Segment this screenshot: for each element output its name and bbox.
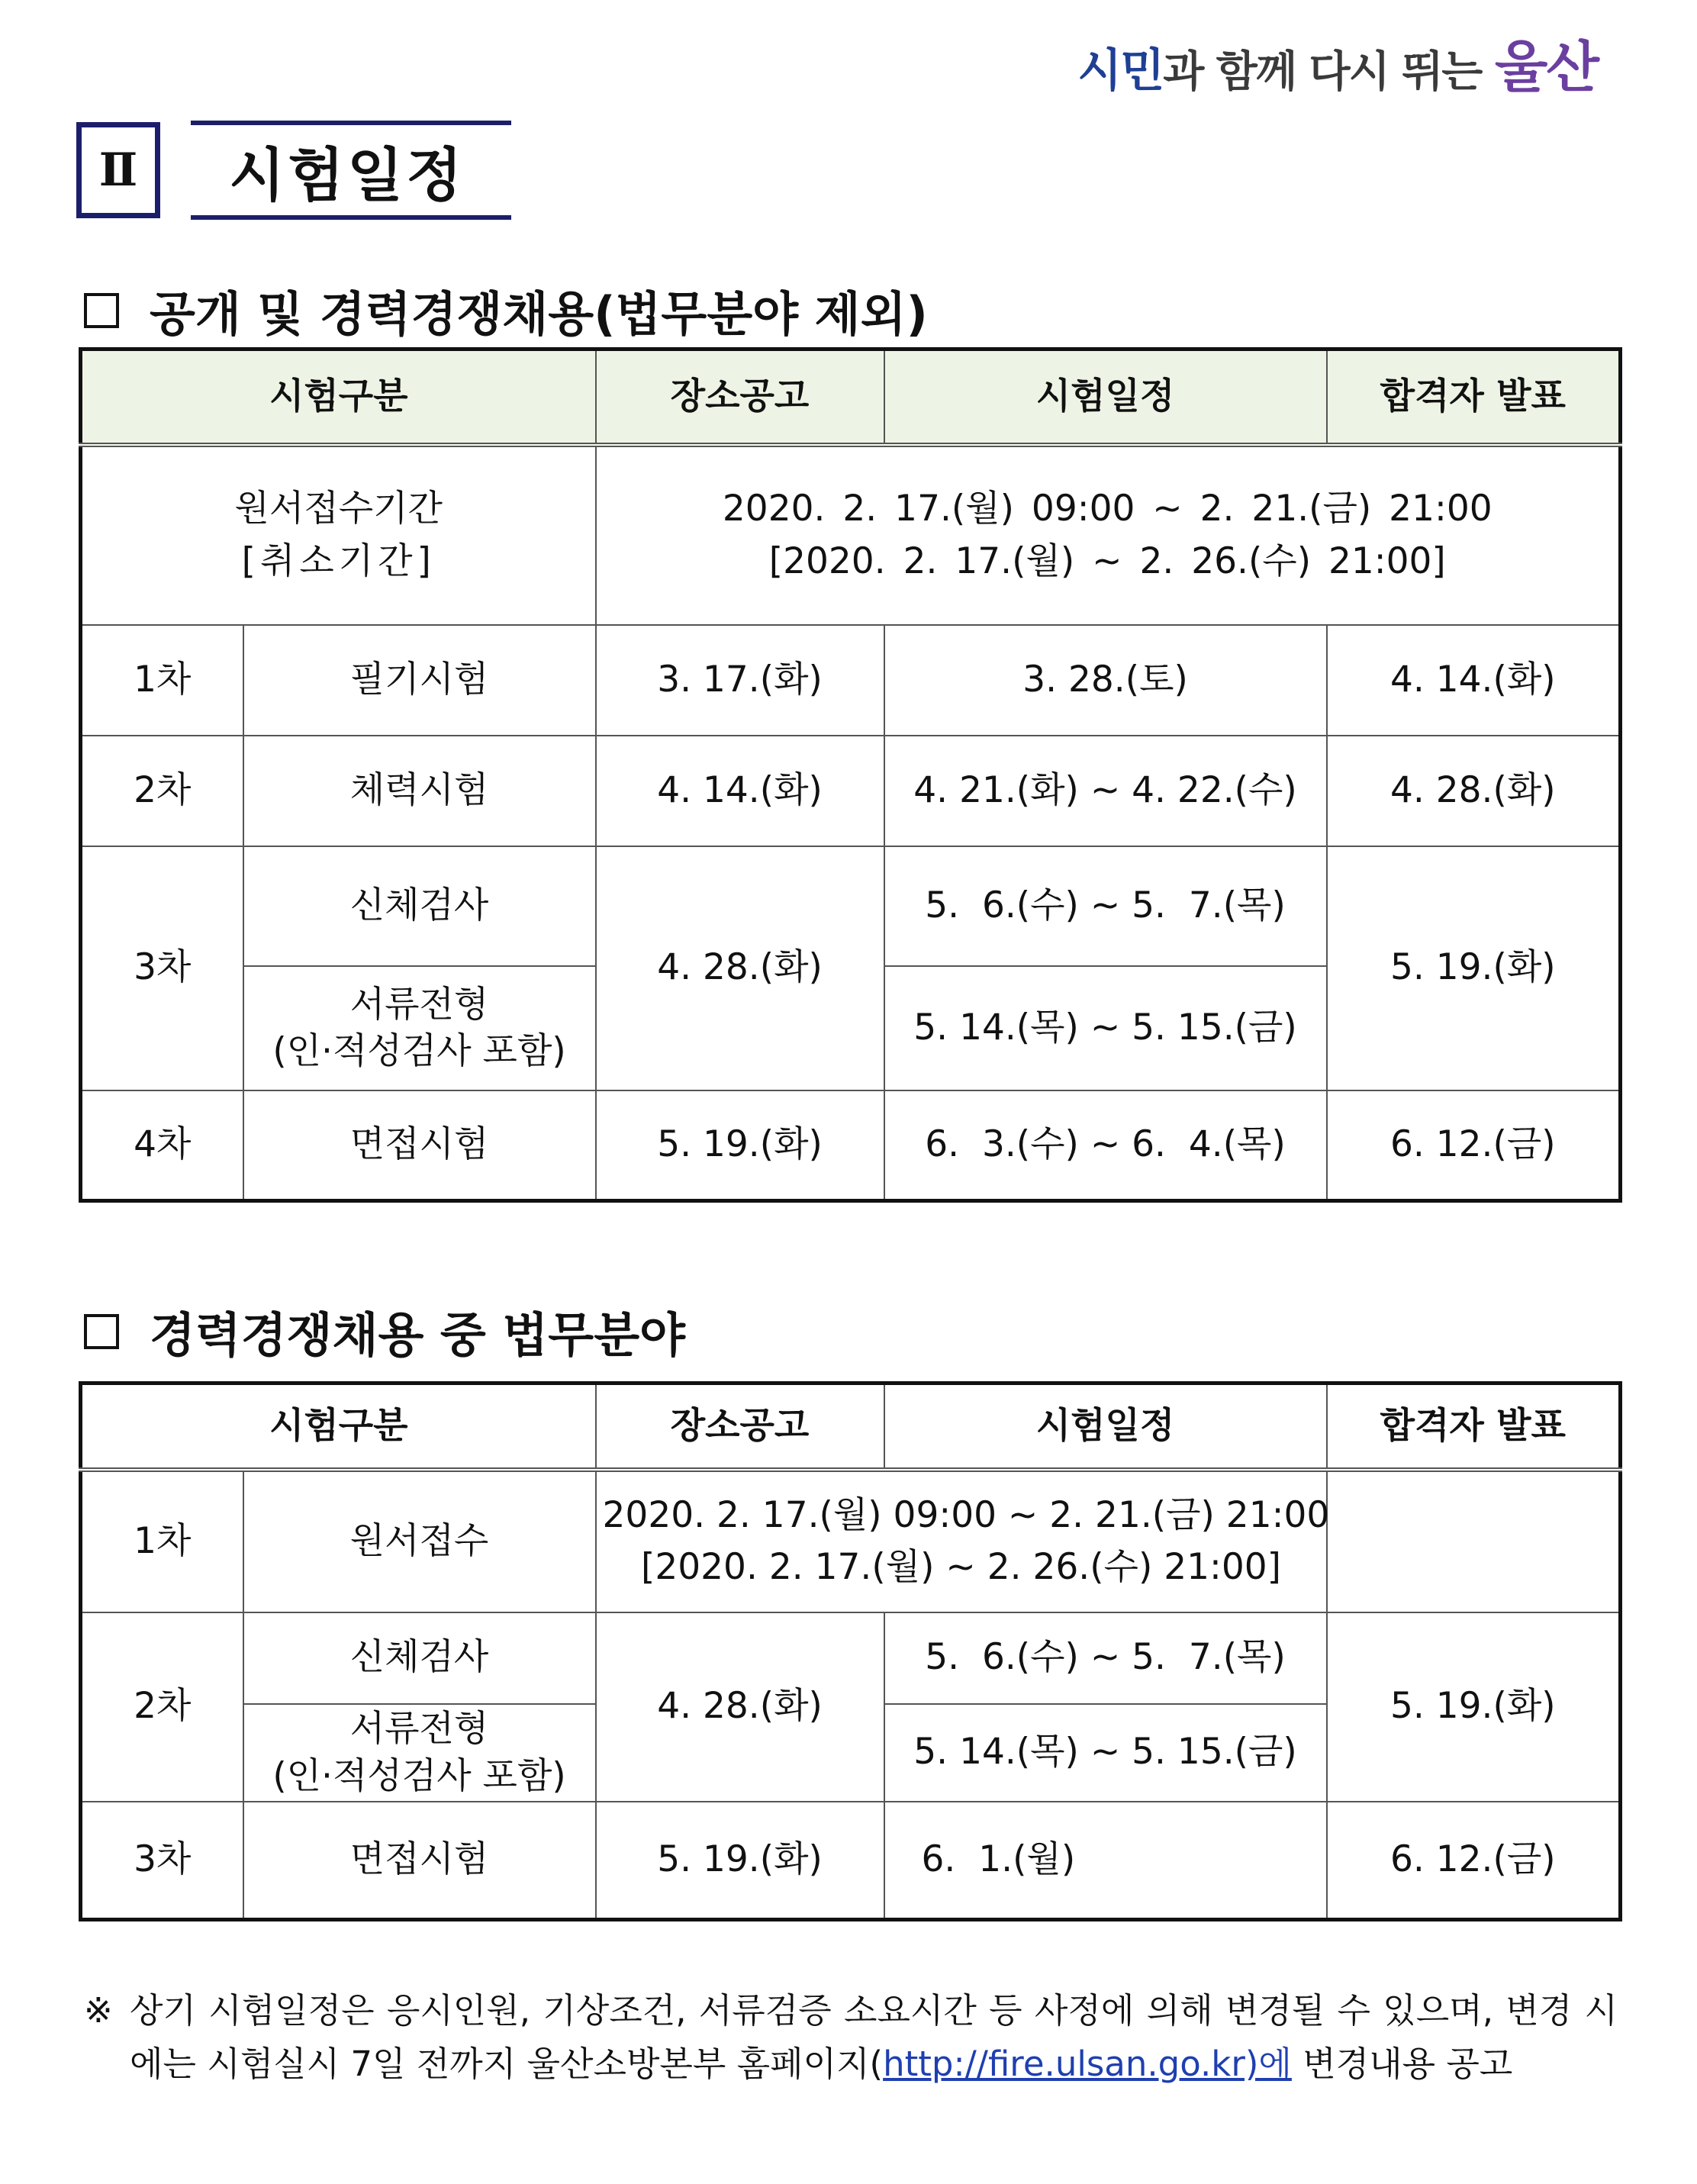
result-cell: 4. 14.(화)	[1327, 625, 1621, 736]
schedule-cell: 3. 28.(토)	[884, 625, 1327, 736]
checkbox-square-icon	[84, 1314, 119, 1349]
col-header-notice: 장소공고	[596, 1384, 884, 1470]
stage-cell: 1차	[81, 1470, 243, 1612]
type-line1: 서류전형	[349, 983, 489, 1026]
slogan-part3: 울산	[1494, 35, 1598, 99]
stage-cell: 1차	[81, 625, 243, 736]
stage-cell: 3차	[81, 1802, 243, 1920]
table1-heading-row	[84, 276, 928, 344]
col-header-notice: 장소공고	[596, 350, 884, 445]
schedule-cell: 5. 14.(목) ~ 5. 15.(금)	[884, 1704, 1327, 1802]
application-period-cell	[596, 1470, 1330, 1612]
notice-cell: 5. 19.(화)	[596, 1802, 884, 1920]
type-line2: (인·적성검사 포함)	[272, 1754, 566, 1797]
schedule-table-general	[79, 347, 1622, 1203]
stage-cell: 3차	[81, 846, 243, 1090]
type-cell: 면접시험	[243, 1802, 596, 1920]
application-period-cell	[596, 445, 1621, 625]
homepage-link[interactable]: http://fire.ulsan.go.kr)에	[883, 2043, 1292, 2084]
slogan-part2: 과 함께 다시 뛰는	[1163, 47, 1495, 97]
col-header-schedule: 시험일정	[884, 350, 1327, 445]
table-row	[81, 1612, 1621, 1704]
type-cell: 필기시험	[243, 625, 596, 736]
schedule-table-legal	[79, 1381, 1622, 1921]
table-row	[81, 846, 1621, 966]
notice-cell: 4. 14.(화)	[596, 736, 884, 846]
result-cell: 5. 19.(화)	[1327, 1612, 1621, 1802]
type-cell: 원서접수	[243, 1470, 596, 1612]
type-cell	[243, 966, 596, 1090]
type-cell: 면접시험	[243, 1090, 596, 1201]
cancel-period: [2020. 2. 17.(월) ~ 2. 26.(수) 21:00]	[768, 540, 1446, 582]
type-line2: (인·적성검사 포함)	[272, 1030, 566, 1072]
col-header-result: 합격자 발표	[1327, 350, 1621, 445]
slogan	[1077, 23, 1598, 102]
application-label-sub: [취소기간]	[241, 540, 436, 582]
table2-heading: 경력경쟁채용 중 법무분야	[150, 1307, 685, 1363]
result-cell: 4. 28.(화)	[1327, 736, 1621, 846]
table2-heading-row	[84, 1297, 685, 1365]
section-title: 시험일정	[191, 121, 511, 220]
stage-cell: 4차	[81, 1090, 243, 1201]
schedule-cell: 5. 6.(수) ~ 5. 7.(목)	[884, 846, 1327, 966]
table-row	[81, 1802, 1621, 1920]
schedule-cell: 5. 6.(수) ~ 5. 7.(목)	[884, 1612, 1327, 1704]
slogan-part1: 시민	[1077, 44, 1164, 98]
type-cell	[243, 1704, 596, 1802]
application-period: 2020. 2. 17.(월) 09:00 ~ 2. 21.(금) 21:00	[602, 1493, 1330, 1536]
notice-cell: 3. 17.(화)	[596, 625, 884, 736]
cancel-period: [2020. 2. 17.(월) ~ 2. 26.(수) 21:00]	[641, 1546, 1282, 1588]
table-row	[81, 445, 1621, 625]
checkbox-square-icon	[84, 293, 119, 328]
footnote-text-before: 상기 시험일정은 응시인원, 기상조건, 서류검증 소요시간 등 사정에 의해 변경될 수 있으며, 변경 시에는 시험실시 7일 전까지 울산소방본부 홈페이지(	[130, 1990, 1618, 2084]
schedule-cell: 5. 14.(목) ~ 5. 15.(금)	[884, 966, 1327, 1090]
col-header-result: 합격자 발표	[1327, 1384, 1621, 1470]
stage-cell: 2차	[81, 736, 243, 846]
type-line1: 서류전형	[349, 1708, 489, 1751]
schedule-cell: 6. 3.(수) ~ 6. 4.(목)	[884, 1090, 1327, 1201]
footnote-text-after: 변경내용 공고	[1291, 2043, 1513, 2084]
notice-cell: 4. 28.(화)	[596, 1612, 884, 1802]
schedule-cell: 4. 21.(화) ~ 4. 22.(수)	[884, 736, 1327, 846]
result-cell: 6. 12.(금)	[1327, 1802, 1621, 1920]
stage-cell: 2차	[81, 1612, 243, 1802]
type-cell: 신체검사	[243, 846, 596, 966]
notice-cell: 4. 28.(화)	[596, 846, 884, 1090]
section-number: Ⅱ	[76, 122, 160, 218]
table-row	[81, 736, 1621, 846]
table1-heading: 공개 및 경력경쟁채용(법무분야 제외)	[150, 286, 928, 342]
result-cell: 6. 12.(금)	[1327, 1090, 1621, 1201]
type-cell: 체력시험	[243, 736, 596, 846]
application-label-cell	[81, 445, 596, 625]
footnote	[84, 1984, 1618, 2091]
result-cell	[1327, 1470, 1621, 1612]
notice-cell: 5. 19.(화)	[596, 1090, 884, 1201]
col-header-schedule: 시험일정	[884, 1384, 1327, 1470]
schedule-cell: 6. 1.(월)	[884, 1802, 1327, 1920]
table-row	[81, 625, 1621, 736]
result-cell: 5. 19.(화)	[1327, 846, 1621, 1090]
col-header-type: 시험구분	[81, 1384, 596, 1470]
type-cell: 신체검사	[243, 1612, 596, 1704]
table-row	[81, 1470, 1621, 1612]
reference-mark: ※	[84, 1990, 113, 2031]
footnote-text	[130, 1984, 1618, 2091]
application-label: 원서접수기간	[234, 488, 443, 530]
table-row	[81, 1090, 1621, 1201]
col-header-type: 시험구분	[81, 350, 596, 445]
application-period: 2020. 2. 17.(월) 09:00 ~ 2. 21.(금) 21:00	[722, 488, 1493, 530]
